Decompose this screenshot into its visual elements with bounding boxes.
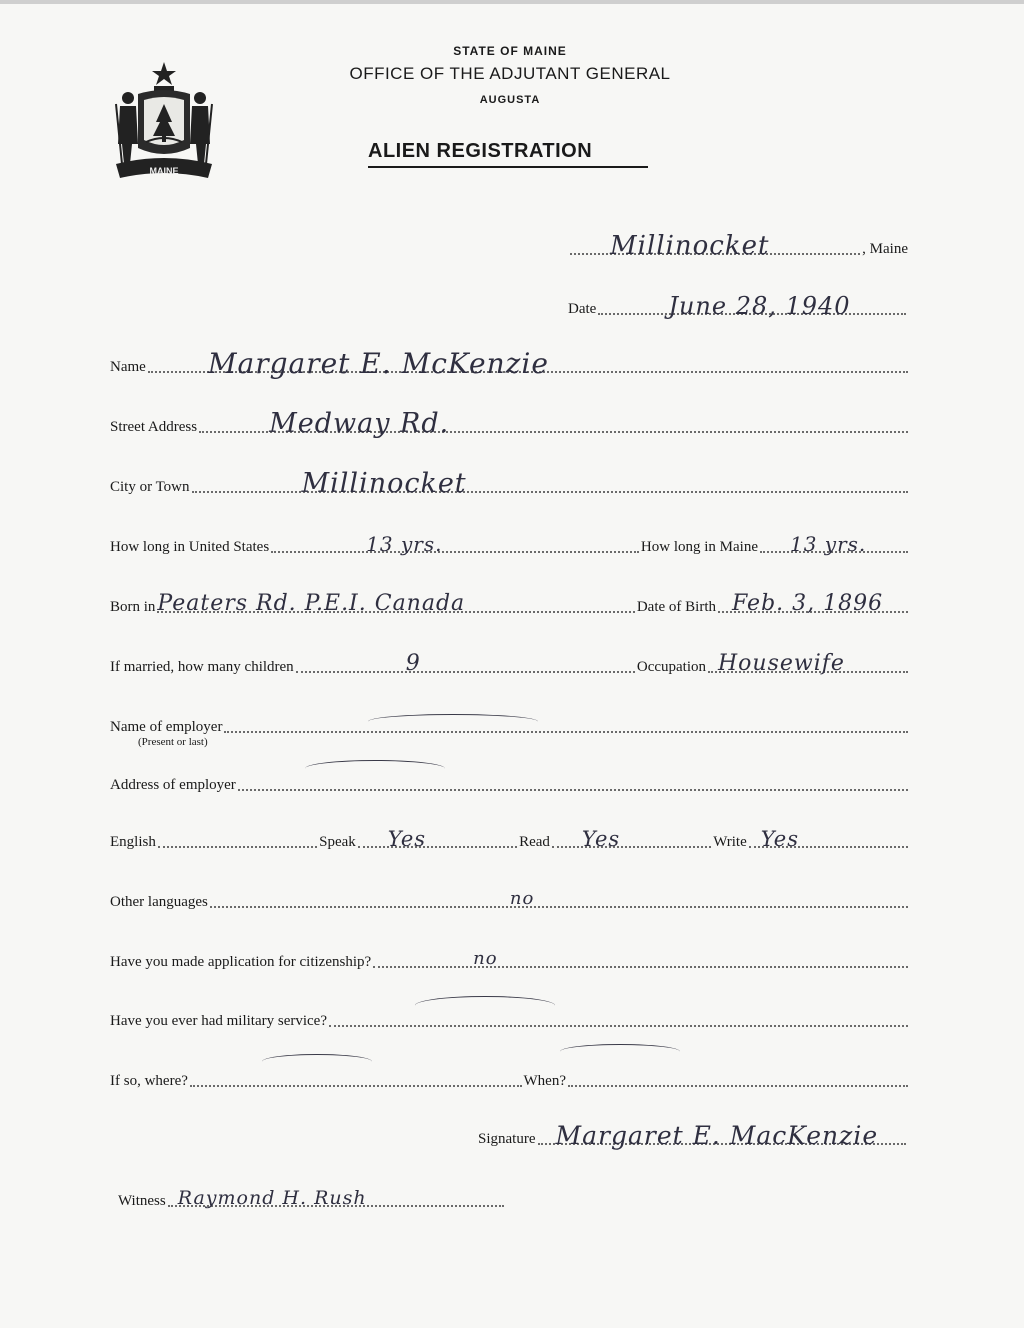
how-long-line bbox=[110, 532, 910, 556]
other-languages-value: no bbox=[509, 888, 535, 909]
name-label: Name bbox=[110, 359, 146, 375]
read-label: Read bbox=[519, 834, 550, 850]
city-field[interactable] bbox=[192, 468, 908, 499]
how-long-maine-field[interactable] bbox=[760, 532, 908, 556]
dob-value: Feb. 3, 1896 bbox=[732, 591, 884, 616]
name-value: Margaret E. McKenzie bbox=[207, 347, 549, 380]
citizenship-field[interactable] bbox=[373, 948, 908, 969]
signature-value: Margaret E. MacKenzie bbox=[555, 1121, 879, 1150]
employer-sublabel: (Present or last) bbox=[138, 736, 208, 748]
date-value: June 28, 1940 bbox=[668, 292, 851, 320]
born-line bbox=[110, 591, 910, 616]
when-field[interactable] bbox=[568, 1084, 908, 1087]
children-label: If married, how many children bbox=[110, 659, 294, 675]
english-spacer bbox=[158, 845, 317, 848]
scan-edge bbox=[0, 0, 1024, 4]
state-heading: STATE OF MAINE bbox=[453, 44, 567, 58]
office-heading: OFFICE OF THE ADJUTANT GENERAL bbox=[349, 64, 671, 83]
employer-address-field[interactable] bbox=[238, 788, 908, 791]
title-underline bbox=[368, 166, 648, 168]
date-label: Date bbox=[568, 301, 597, 317]
maine-seal-icon bbox=[108, 60, 220, 182]
military-line bbox=[110, 1012, 910, 1030]
born-value: Peaters Rd. P.E.I. Canada bbox=[157, 591, 466, 616]
blank-dash-mark bbox=[262, 1054, 372, 1069]
signature-field[interactable] bbox=[538, 1121, 907, 1150]
occupation-field[interactable] bbox=[708, 651, 908, 676]
page-title: ALIEN REGISTRATION bbox=[368, 140, 593, 162]
street-line bbox=[110, 408, 910, 439]
children-line bbox=[110, 651, 910, 676]
date-line bbox=[568, 292, 908, 320]
blank-dash-mark bbox=[368, 714, 538, 729]
employer-field[interactable] bbox=[224, 730, 908, 733]
city-label: City or Town bbox=[110, 479, 190, 495]
where-label: If so, where? bbox=[110, 1073, 188, 1089]
occupation-label: Occupation bbox=[636, 659, 706, 675]
write-field[interactable] bbox=[749, 827, 908, 851]
date-field[interactable] bbox=[598, 292, 906, 320]
signature-line bbox=[478, 1121, 908, 1150]
how-long-maine-value: 13 yrs. bbox=[790, 532, 867, 556]
children-value: 9 bbox=[405, 651, 421, 676]
city-line bbox=[110, 468, 910, 499]
speak-label: Speak bbox=[319, 834, 356, 850]
citizenship-value: no bbox=[473, 948, 498, 969]
how-long-maine-label: How long in Maine bbox=[640, 539, 758, 555]
employer-label: Name of employer bbox=[110, 719, 223, 735]
place-line bbox=[568, 231, 908, 261]
blank-dash-mark bbox=[415, 996, 555, 1015]
employer-address-label: Address of employer bbox=[110, 777, 236, 793]
english-label: English bbox=[110, 834, 156, 850]
how-long-us-value: 13 yrs. bbox=[366, 532, 443, 556]
read-field[interactable] bbox=[552, 827, 711, 851]
speak-field[interactable] bbox=[358, 827, 517, 851]
witness-field[interactable] bbox=[168, 1187, 504, 1209]
other-languages-field[interactable] bbox=[210, 888, 908, 909]
write-label: Write bbox=[713, 834, 747, 850]
blank-dash-mark bbox=[560, 1044, 680, 1059]
speak-value: Yes bbox=[387, 827, 427, 851]
signature-label: Signature bbox=[478, 1131, 536, 1147]
street-label: Street Address bbox=[110, 419, 198, 435]
children-field[interactable] bbox=[296, 651, 635, 676]
how-long-us-label: How long in United States bbox=[110, 539, 270, 555]
write-value: Yes bbox=[760, 827, 799, 851]
military-label: Have you ever had military service? bbox=[110, 1013, 327, 1029]
witness-value: Raymond H. Rush bbox=[177, 1187, 367, 1209]
name-field[interactable] bbox=[148, 347, 908, 380]
born-label: Born in bbox=[110, 599, 156, 615]
dob-label: Date of Birth bbox=[636, 599, 716, 615]
svg-text:MAINE: MAINE bbox=[149, 166, 179, 176]
born-field[interactable] bbox=[157, 591, 634, 616]
read-value: Yes bbox=[581, 827, 621, 851]
other-languages-line bbox=[110, 888, 910, 911]
citizenship-label: Have you made application for citizenship? bbox=[110, 954, 372, 970]
place-field[interactable] bbox=[570, 231, 860, 261]
city-value: Millinocket bbox=[301, 468, 467, 499]
city-heading: AUGUSTA bbox=[479, 94, 541, 106]
street-field[interactable] bbox=[199, 408, 908, 439]
when-label: When? bbox=[523, 1073, 566, 1089]
witness-label: Witness bbox=[118, 1193, 166, 1209]
how-long-us-field[interactable] bbox=[271, 532, 639, 556]
witness-line bbox=[118, 1187, 506, 1210]
other-languages-label: Other languages bbox=[110, 894, 208, 910]
employer-address-line bbox=[110, 776, 910, 794]
dob-field[interactable] bbox=[718, 591, 908, 616]
blank-dash-mark bbox=[305, 760, 445, 777]
military-field[interactable] bbox=[329, 1024, 908, 1027]
where-field[interactable] bbox=[190, 1084, 522, 1087]
occupation-value: Housewife bbox=[718, 651, 845, 676]
place-suffix: , Maine bbox=[862, 241, 908, 257]
where-line bbox=[110, 1072, 910, 1090]
street-value: Medway Rd. bbox=[269, 408, 450, 439]
place-value: Millinocket bbox=[610, 231, 770, 261]
name-line bbox=[110, 347, 910, 380]
english-line bbox=[110, 827, 910, 851]
citizenship-line bbox=[110, 948, 910, 971]
